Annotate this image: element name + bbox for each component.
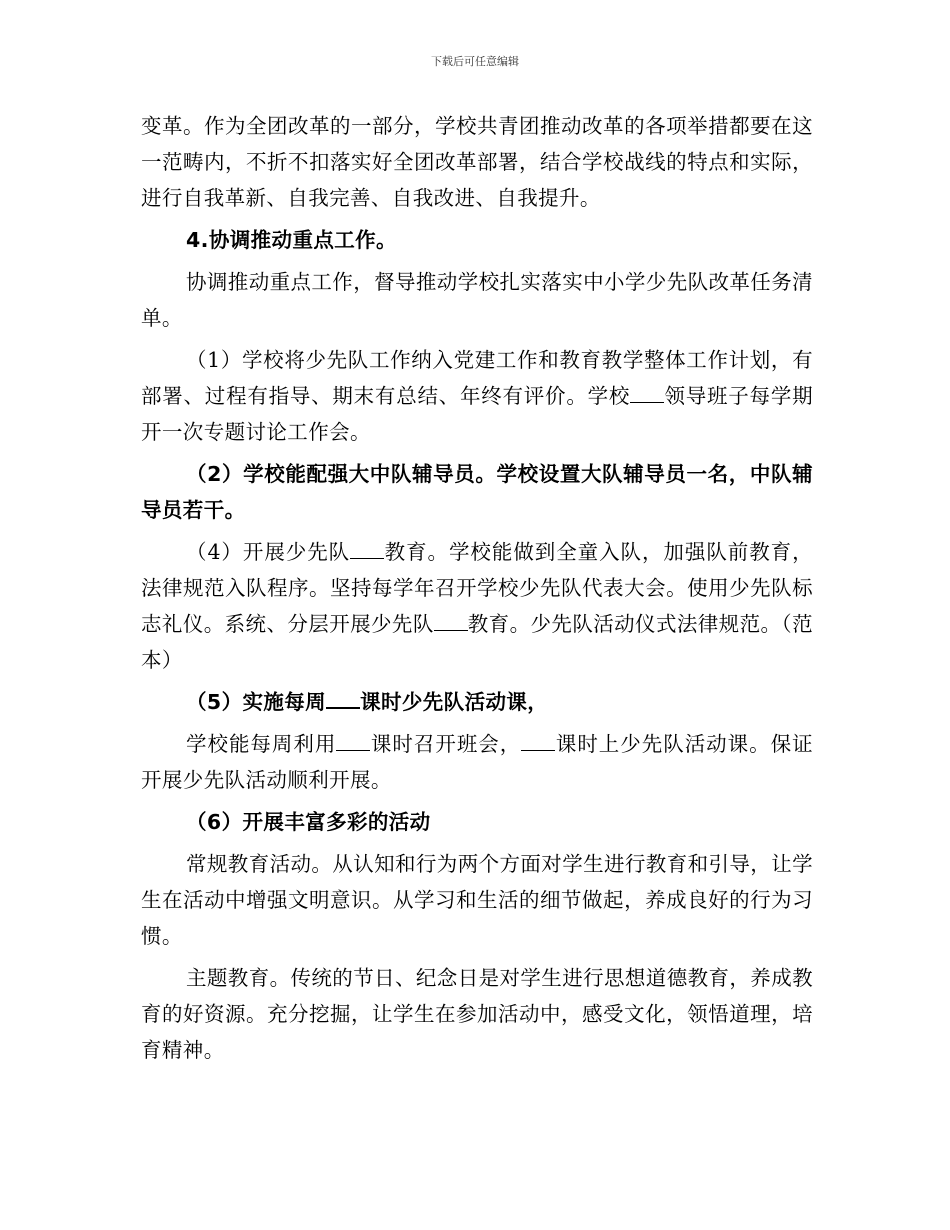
fill-blank (336, 732, 370, 751)
paragraph-item-1 (141, 342, 813, 450)
paragraph-item-6-heading: （6）开展丰富多彩的活动 (186, 810, 431, 834)
fill-blank (350, 540, 384, 559)
paragraph-item-2: （2）学校能配强大中队辅导员。学校设置大队辅导员一名，中队辅导员若干。 (141, 462, 813, 522)
item-1-text-b: 领导班子每学期开一次专题讨论工作会。 (141, 384, 813, 444)
paragraph-reform-continuation: 变革。作为全团改革的一部分，学校共青团推动改革的各项举措都要在这一范畴内，不折不扣落实好全团改革部署，结合学校战线的特点和实际，进行自我革新、自我完善、自我改进、自我提升。 (141, 114, 813, 210)
paragraph-item-5-heading (141, 684, 813, 720)
item-5-body-a: 学校能每周利用 (186, 732, 337, 756)
fill-blank (326, 689, 360, 709)
fill-blank (521, 732, 555, 751)
page-header: 下载后可任意编辑 (431, 55, 519, 68)
fill-blank (434, 612, 468, 631)
item-4-text-c: 教育。少先队活动仪式法律规范。（范本） (141, 612, 813, 672)
item-1-text-a: （1）学校将少先队工作纳入党建工作和教育教学整体工作计划，有部署、过程有指导、期末有总结、年终有评价。学校 (141, 348, 813, 408)
paragraph-theme-education: 主题教育。传统的节日、纪念日是对学生进行思想道德教育，养成教育的好资源。充分挖掘，让学生在参加活动中，感受文化，领悟道理，培育精神。 (141, 966, 813, 1062)
item-5-text-a: （5）实施每周 (186, 690, 327, 714)
item-5-body-b: 课时召开班会， (370, 732, 522, 756)
fill-blank (630, 384, 664, 403)
item-5-text-b: 课时少先队活动课， (360, 690, 549, 714)
item-5-body-c: 课时上少先队活动课。保证开展少先队活动顺利开展。 (141, 732, 813, 792)
item-4-text-a: （4）开展少先队 (186, 540, 351, 564)
paragraph-routine-education: 常规教育活动。从认知和行为两个方面对学生进行教育和引导，让学生在活动中增强文明意识。从学习和生活的细节做起，养成良好的行为习惯。 (141, 852, 813, 948)
paragraph-item-4 (141, 534, 813, 678)
item-4-text-b: 教育。学校能做到全童入队，加强队前教育，法律规范入队程序。坚持每学年召开学校少先队代表大会。使用少先队标志礼仪。系统、分层开展少先队 (141, 540, 814, 636)
paragraph-item-5-body (141, 726, 813, 798)
document-body (141, 108, 813, 1074)
section-heading-coordinate-work: 4.协调推动重点工作。 (186, 228, 397, 252)
paragraph-coordinate-work: 协调推动重点工作，督导推动学校扎实落实中小学少先队改革任务清单。 (141, 270, 813, 330)
